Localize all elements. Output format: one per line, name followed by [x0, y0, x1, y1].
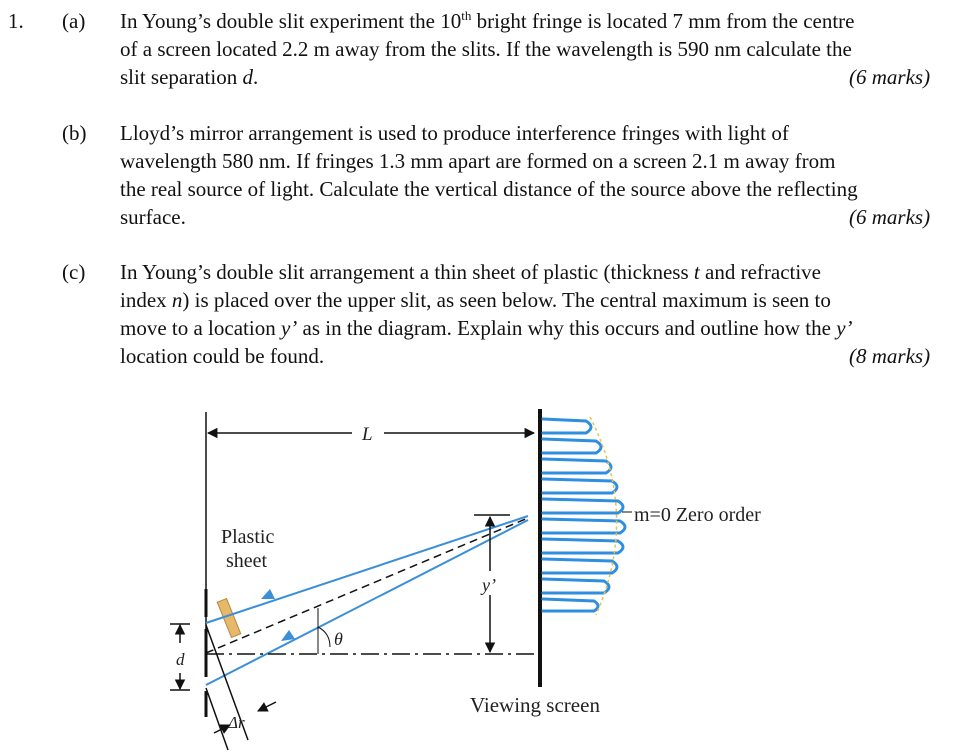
- part-b-line-1: Lloyd’s mirror arrangement is used to produce interference fringes with light of: [120, 121, 789, 145]
- part-c-line-2: index n) is placed over the upper slit, as seen below. The central maximum is seen to: [120, 288, 831, 312]
- part-c-label: (c): [62, 260, 86, 284]
- part-c-line-1: In Young’s double slit arrangement a thin sheet of plastic (thickness t and refractive: [120, 260, 822, 284]
- part-a-label: (a): [62, 9, 86, 33]
- label-delta-r: Δr: [228, 713, 245, 732]
- part-c-line-4: location could be found.: [120, 344, 325, 368]
- fringe-pattern: [543, 419, 625, 611]
- superscript-th: th: [461, 8, 472, 23]
- part-b-marks: (6 marks): [849, 205, 931, 229]
- label-theta: θ: [334, 629, 343, 649]
- label-plastic-line-2: sheet: [226, 550, 268, 572]
- part-a-marks: (6 marks): [849, 65, 931, 89]
- part-b-line-4: surface.: [120, 205, 186, 229]
- theta-arc: [318, 627, 330, 647]
- double-slit-diagram: [0, 395, 979, 756]
- question-number: 1.: [8, 9, 24, 33]
- part-a-line-3: slit separation d.: [120, 65, 259, 89]
- slit-separation-variable: d: [242, 65, 253, 89]
- label-zero-order: m=0 Zero order: [634, 504, 761, 526]
- upper-ray-arrow: [261, 589, 275, 599]
- part-b-label: (b): [62, 121, 87, 145]
- part-c-line-3: move to a location y’ as in the diagram. Explain why this occurs and outline how the y’: [120, 316, 853, 340]
- part-a-line-1: In Young’s double slit experiment the 10th bright fringe is located 7 mm from the centre: [120, 8, 855, 33]
- part-a-line-2: of a screen located 2.2 m away from the slits. If the wavelength is 590 nm calculate the: [120, 37, 852, 61]
- part-c-marks: (8 marks): [849, 344, 931, 368]
- label-d: d: [176, 650, 185, 669]
- label-y-prime: y’: [482, 575, 496, 595]
- delta-r-arrow: [258, 702, 276, 711]
- part-b-line-3: the real source of light. Calculate the vertical distance of the source above the reflecting: [120, 177, 858, 201]
- label-l: L: [362, 424, 373, 445]
- label-viewing-screen: Viewing screen: [470, 693, 600, 717]
- label-plastic-line-1: Plastic: [221, 526, 275, 548]
- part-b-line-2: wavelength 580 nm. If fringes 1.3 mm apart are formed on a screen 2.1 m away from: [120, 149, 836, 173]
- perpendicular-line: [206, 688, 228, 750]
- intensity-envelope: [590, 417, 617, 615]
